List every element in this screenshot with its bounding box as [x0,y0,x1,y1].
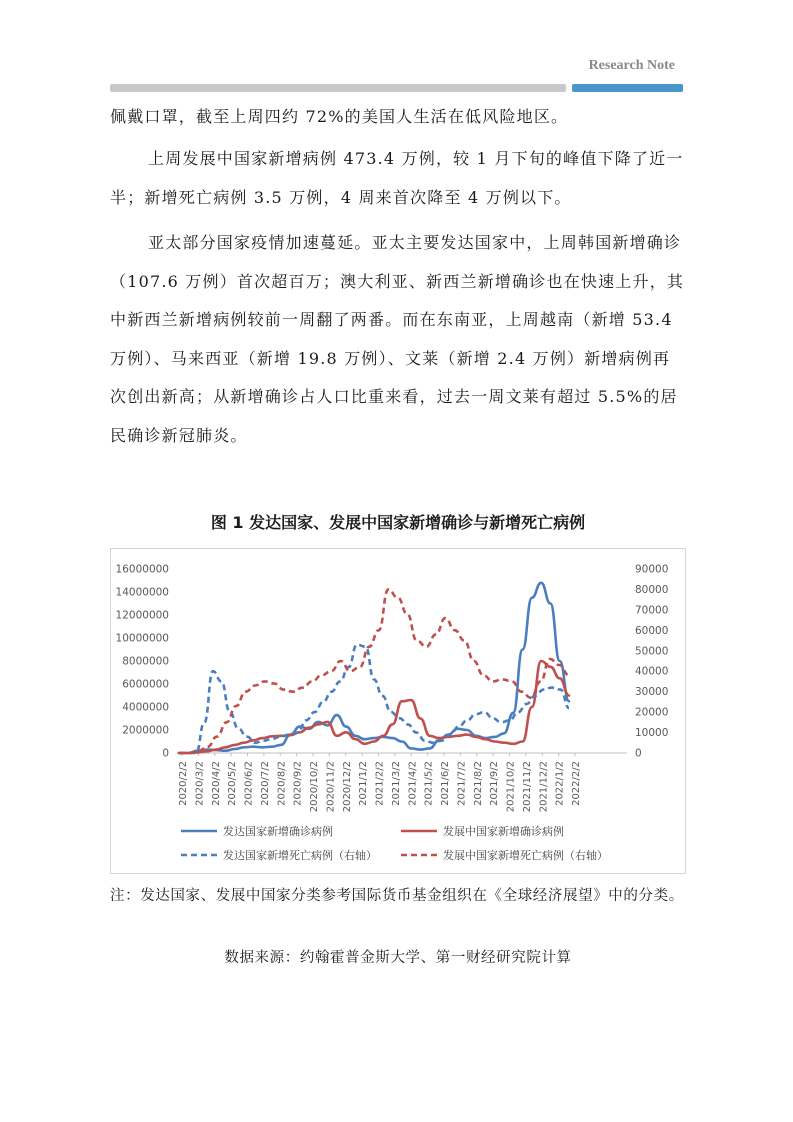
figure-title: 图 1 发达国家、发展中国家新增确诊与新增死亡病例 [210,513,586,532]
y-left-tick-label: 10000000 [115,632,169,645]
x-tick-label: 2021/5/2 [423,761,435,806]
x-tick-label: 2022/1/2 [554,761,566,806]
header-title: Research Note [588,58,675,73]
x-tick-label: 2020/9/2 [292,761,304,806]
x-tick-label: 2021/12/2 [538,761,550,813]
x-tick-label: 2021/9/2 [489,761,501,806]
x-tick-label: 2021/6/2 [440,761,451,806]
x-tick-label: 2021/8/2 [472,761,484,806]
x-tick-label: 2020/4/2 [210,761,222,806]
x-tick-label: 2021/10/2 [505,761,517,813]
y-right-tick-label: 0 [635,747,642,760]
paragraph-2: 上周发展中国家新增病例 473.4 万例，较 1 月下旬的峰值下降了近一半；新增死亡病例 3.5 万例，4 周来首次降至 4 万例以下。 [110,149,684,207]
header-divider-gray [110,84,566,92]
y-left-tick-label: 14000000 [115,586,169,599]
x-tick-label: 2020/6/2 [243,761,255,806]
legend-label-2: 发达国家新增死亡病例（右轴） [223,849,377,862]
y-left-tick-label: 16000000 [115,563,169,576]
y-right-tick-label: 20000 [635,706,669,719]
y-right-tick-label: 30000 [635,686,669,699]
y-left-tick-label: 2000000 [122,724,169,737]
x-tick-label: 2020/5/2 [227,761,239,806]
y-right-tick-label: 10000 [635,727,669,740]
paragraph-3: 亚太部分国家疫情加速蔓延。亚太主要发达国家中，上周韩国新增确诊（107.6 万例）首次超百万；澳大利亚、新西兰新增确诊也在快速上升，其中新西兰新增病例较前一周翻了两番。而在东南亚，上周越南（新增 53.4 万例）、马来西亚（新增 19.8 万例）、文莱（新增 2.4 万例）新增病例再次创出新高；从新增确诊占人口比重来看，过去一周文莱有超过 5.5%的居民确诊新冠肺炎。 [110,233,685,445]
x-tick-label: 2022/2/2 [571,761,582,806]
figure-note: 注：发达国家、发展中国家分类参考国际货币基金组织在《全球经济展望》中的分类。 [110,888,684,904]
y-right-tick-label: 80000 [635,583,669,596]
x-tick-label: 2020/7/2 [259,761,271,806]
series-line-2 [179,645,569,753]
line-chart [111,549,685,873]
x-tick-label: 2021/3/2 [390,761,402,806]
y-left-tick-label: 8000000 [122,655,169,668]
x-tick-label: 2021/11/2 [521,761,533,813]
paragraph-1: 佩戴口罩，截至上周四约 72%的美国人生活在低风险地区。 [110,107,569,126]
y-left-tick-label: 4000000 [122,701,169,714]
legend-label-3: 发展中国家新增死亡病例（右轴） [443,849,608,862]
x-tick-label: 2020/8/2 [276,761,288,806]
x-tick-label: 2021/1/2 [358,761,370,806]
x-tick-label: 2021/7/2 [456,761,468,806]
y-right-tick-label: 70000 [635,604,669,617]
y-right-tick-label: 90000 [635,563,669,576]
y-left-tick-label: 0 [162,747,169,760]
x-tick-label: 2020/11/2 [325,761,337,813]
series-line-0 [179,583,569,753]
y-right-tick-label: 40000 [635,665,669,678]
y-left-tick-label: 12000000 [115,609,169,622]
x-tick-label: 2020/10/2 [309,761,320,813]
x-tick-label: 2020/3/2 [194,761,206,806]
legend-label-1: 发展中国家新增确诊病例 [443,825,564,838]
x-tick-label: 2020/12/2 [341,761,353,813]
chart-container [110,548,686,874]
y-right-tick-label: 60000 [635,624,669,637]
figure-source: 数据来源：约翰霍普金斯大学、第一财经研究院计算 [224,950,572,966]
series-line-3 [179,589,569,753]
y-right-tick-label: 50000 [635,645,669,658]
x-tick-label: 2021/2/2 [374,761,386,806]
y-left-tick-label: 6000000 [122,678,169,691]
x-tick-label: 2021/4/2 [407,761,419,806]
x-tick-label: 2020/2/2 [178,761,189,806]
header-divider-blue [572,84,683,92]
legend-label-0: 发达国家新增确诊病例 [223,825,333,838]
